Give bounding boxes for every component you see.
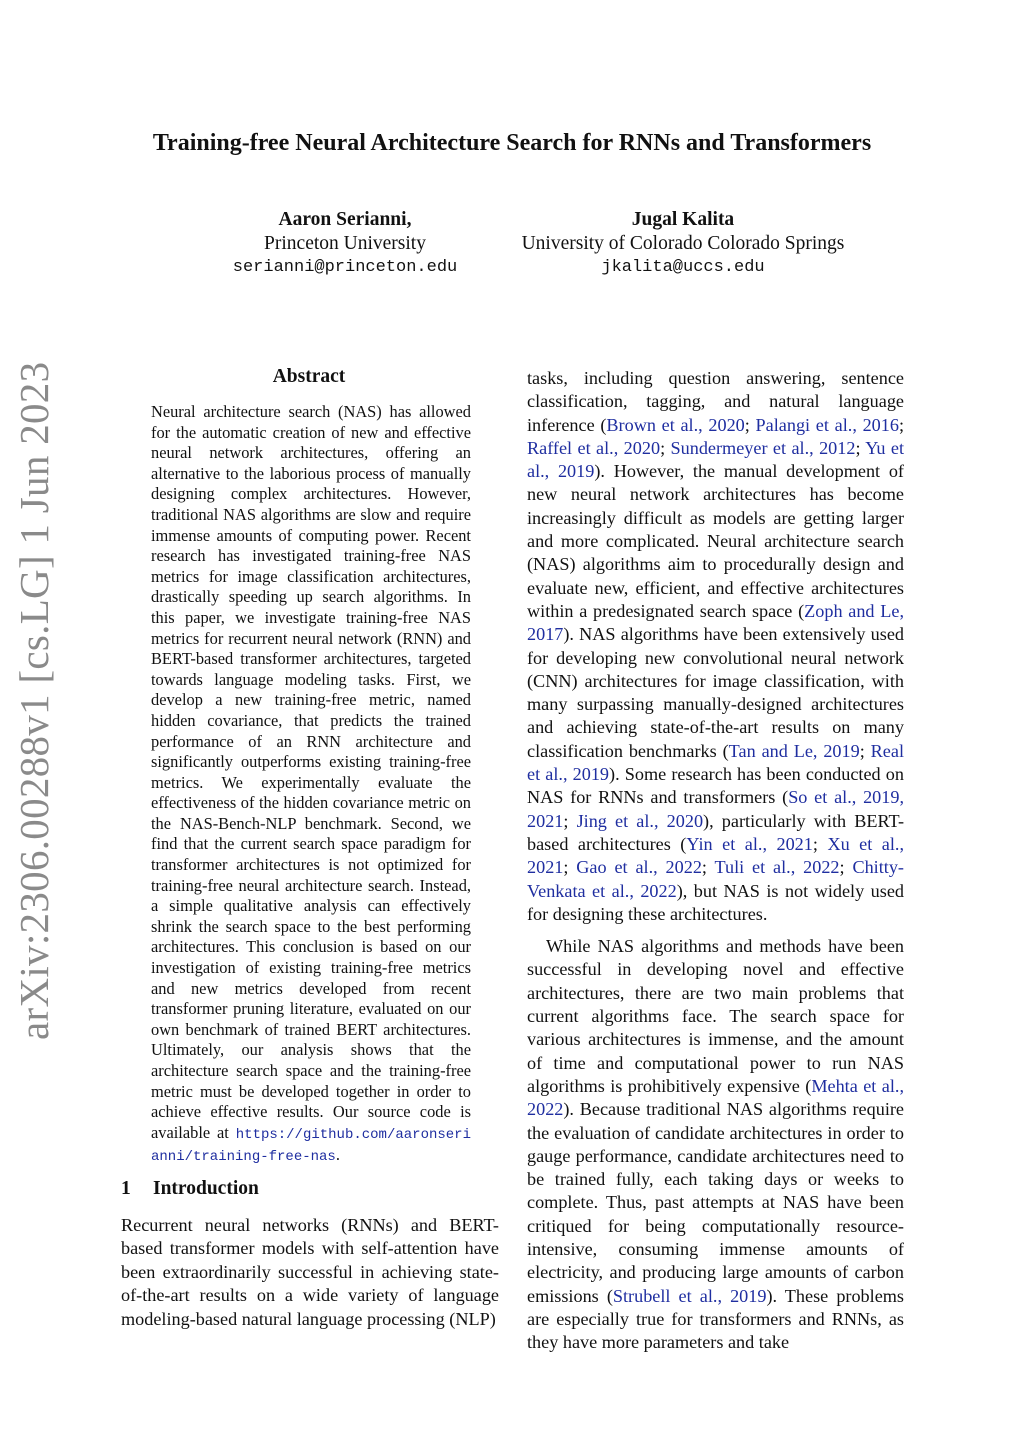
paragraph-text: While NAS algorithms and methods have been successful in developing novel and effective architectures, there are two main problems that current algorithms face. The search space for various architectures is immense, and the amount of time and computational power to run NAS algorithms is prohibitively expensive (: [527, 936, 904, 1096]
paper-title: Training-free Neural Architecture Search for RNNs and Transformers: [152, 130, 872, 156]
author-affiliation: University of Colorado Colorado Springs: [521, 233, 845, 254]
citation-link[interactable]: Tan and Le, 2019: [728, 740, 860, 761]
paragraph-text: ;: [744, 414, 756, 435]
paragraph-text: ), particularly with BERT-based architectures (: [527, 810, 904, 854]
paragraph-text: ;: [859, 740, 871, 761]
citation-link[interactable]: Yu et al., 2019: [527, 437, 904, 482]
author-name: Aaron Serianni,: [278, 209, 412, 230]
paragraph-text: ;: [839, 857, 853, 878]
abstract-end: .: [335, 1145, 340, 1165]
paragraph-text: ;: [563, 810, 577, 831]
abstract-heading: Abstract: [272, 366, 346, 387]
citation-link[interactable]: Sundermeyer et al., 2012: [670, 437, 856, 458]
citation-link[interactable]: Tuli et al., 2022: [714, 857, 840, 878]
citation-link[interactable]: Raffel et al., 2020: [527, 437, 661, 458]
author-block: [500, 208, 866, 280]
source-code-link[interactable]: https://github.com/aaronserianni/training-free-nas: [151, 1126, 471, 1166]
citation-link[interactable]: So et al., 2019, 2021: [527, 787, 904, 831]
paragraph-text: ;: [563, 857, 577, 878]
paragraph-text: ;: [660, 437, 671, 458]
section-heading-introduction: [121, 1178, 259, 1200]
citation-link[interactable]: Brown et al., 2020: [606, 414, 745, 435]
paragraph-text: ). These problems are especially true for transformers and RNNs, as they have more parameters and take: [527, 1285, 905, 1353]
citation-link[interactable]: Strubell et al., 2019: [612, 1285, 767, 1306]
author-email: jkalita@uccs.edu: [601, 258, 765, 277]
author-name: Jugal Kalita: [631, 209, 735, 230]
citation-link[interactable]: Chitty-Venkata et al., 2022: [527, 857, 904, 901]
paragraph-text: ). However, the manual development of new neural network architectures has become increasingly difficult as models are getting larger and more complicated. Neural architecture search (NAS) algorithms aim to procedurally design and evaluate new, efficient, and effective architectures within a predesignated search space (: [527, 461, 904, 621]
citation-link[interactable]: Real et al., 2019: [527, 740, 905, 785]
paragraph-text: ;: [898, 414, 905, 435]
section-title: Introduction: [153, 1178, 259, 1199]
section-number: 1: [121, 1178, 131, 1199]
citation-link[interactable]: Mehta et al., 2022: [527, 1075, 904, 1120]
citation-link[interactable]: Gao et al., 2022: [576, 857, 702, 878]
paragraph-text: ), but NAS is not widely used for designing these architectures.: [527, 880, 904, 924]
citation-link[interactable]: Zoph and Le, 2017: [527, 600, 904, 645]
arxiv-identifier: arXiv:2306.00288v1 [cs.LG] 1 Jun 2023: [11, 361, 57, 1040]
author-email: serianni@princeton.edu: [232, 258, 458, 277]
author-affiliation: Princeton University: [264, 233, 426, 254]
author-block: [200, 208, 490, 280]
paragraph-text: ). Some research has been conducted on NAS for RNNs and transformers (: [527, 764, 904, 808]
paragraph-text: ;: [855, 437, 866, 458]
paragraph-text: tasks, including question answering, sentence classification, tagging, and natural language inference (: [527, 368, 904, 435]
body-paragraph: [527, 367, 904, 926]
right-column: [527, 367, 904, 1354]
paragraph-text: ). NAS algorithms have been extensively used for developing new convolutional neural network (CNN) architectures for image classification, with many surpassing manually-designed architectures and achieving state-of-the-art results on many classification benchmarks (: [527, 624, 904, 761]
citation-link[interactable]: Palangi et al., 2016: [755, 414, 899, 435]
paragraph-text: ;: [812, 833, 828, 854]
citation-link[interactable]: Jing et al., 2020: [576, 810, 704, 831]
citation-link[interactable]: Xu et al., 2021: [527, 833, 905, 878]
citation-link[interactable]: Yin et al., 2021: [686, 833, 813, 854]
abstract-text: Neural architecture search (NAS) has allowed for the automatic creation of new and effective neural network architectures, offering an alternative to the laborious process of manually designing complex architectures. However, traditional NAS algorithms are slow and require immense amounts of computing power. Recent research has investigated training-free NAS metrics for image classification architectures, drastically speeding up search algorithms. In this paper, we investigate training-free NAS metrics for recurrent neural network (RNN) and BERT-based transformer architectures, targeted towards language modeling tasks. First, we develop a new training-free metric, named hidden covariance, that predicts the trained performance of an RNN architecture and significantly outperforms existing training-free metrics. We experimentally evaluate the effectiveness of the hidden covariance metric on the NAS-Bench-NLP benchmark. Second, we find that the current search space paradigm for transformer architectures is not optimized for training-free neural architecture search. Instead, a simple qualitative analysis can effectively shrink the search space to the best performing architectures. This conclusion is based on our investigation of existing training-free metrics and new metrics developed from recent transformer pruning literature, evaluated on our own benchmark of trained BERT architectures. Ultimately, our analysis shows that the architecture search space and the training-free metric must be developed together in order to achieve effective results. Our source code is available at: [151, 402, 471, 1142]
abstract-body: [151, 402, 471, 1168]
introduction-left-paragraph: Recurrent neural networks (RNNs) and BERT-based transformer models with self-attention have been extraordinarily successful in achieving state-of-the-art results on a wide variety of language modeling-based natural language processing (NLP): [121, 1215, 499, 1329]
paragraph-text: ). Because traditional NAS algorithms require the evaluation of candidate architectures in order to gauge performance, candidate architectures need to be trained fully, each taking days or weeks to complete. Thus, past attempts at NAS have been critiqued for being computationally resource-intensive, consuming immense amounts of electricity, and producing large amounts of carbon emissions (: [527, 1099, 904, 1306]
paragraph-text: ;: [701, 857, 715, 878]
body-paragraph: [527, 935, 904, 1354]
